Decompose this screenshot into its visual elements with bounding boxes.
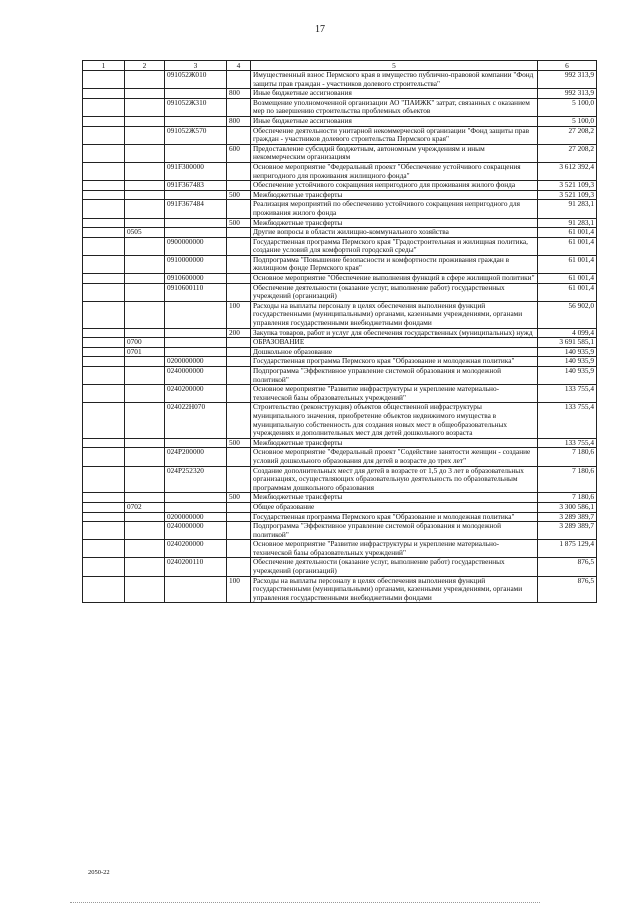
cell-amount: 3 289 389,7	[538, 522, 597, 540]
cell-expense-type: 500	[227, 438, 251, 448]
cell-column-1	[83, 522, 125, 540]
cell-column-1	[83, 71, 125, 89]
cell-amount: 7 180,6	[538, 448, 597, 466]
cell-column-1	[83, 126, 125, 144]
cell-item-name: Закупка товаров, работ и услуг для обеспечения государственных (муниципальных) нужд	[251, 328, 538, 338]
column-header: 5	[251, 61, 538, 71]
cell-target-article	[165, 228, 227, 238]
cell-column-1	[83, 228, 125, 238]
table-row	[83, 255, 597, 273]
cell-section-code	[125, 448, 165, 466]
cell-column-1	[83, 357, 125, 367]
cell-target-article	[165, 438, 227, 448]
cell-column-1	[83, 338, 125, 348]
cell-expense-type	[227, 466, 251, 493]
column-header: 3	[165, 61, 227, 71]
table-row	[83, 448, 597, 466]
cell-target-article	[165, 89, 227, 99]
cell-expense-type: 800	[227, 89, 251, 99]
cell-target-article: 024022Н070	[165, 403, 227, 438]
cell-section-code	[125, 367, 165, 385]
cell-expense-type	[227, 512, 251, 522]
cell-column-1	[83, 347, 125, 357]
table-row	[83, 558, 597, 576]
table-row	[83, 126, 597, 144]
cell-item-name: Подпрограмма "Эффективное управление системой образования и молодежной политикой"	[251, 367, 538, 385]
cell-section-code	[125, 181, 165, 191]
cell-section-code	[125, 89, 165, 99]
cell-target-article: 091F300000	[165, 162, 227, 180]
table-row	[83, 162, 597, 180]
cell-target-article: 0200000000	[165, 357, 227, 367]
table-row	[83, 200, 597, 218]
cell-expense-type	[227, 274, 251, 284]
table-row	[83, 347, 597, 357]
cell-section-code	[125, 162, 165, 180]
cell-item-name: Основное мероприятие "Обеспечение выполнения функций в сфере жилищной политики"	[251, 274, 538, 284]
table-row	[83, 493, 597, 503]
cell-item-name: Основное мероприятие "Федеральный проект "Обеспечение устойчивого сокращения непригодного для проживания жилищного фонда"	[251, 162, 538, 180]
cell-target-article: 0910000000	[165, 255, 227, 273]
cell-amount: 3 612 392,4	[538, 162, 597, 180]
cell-item-name: Основное мероприятие "Развитие инфраструктуры и укрепление материально-технической базы образовательных учреждений"	[251, 385, 538, 403]
cell-item-name: Обеспечение устойчивого сокращения непригодного для проживания жилого фонда	[251, 181, 538, 191]
cell-section-code	[125, 98, 165, 116]
cell-target-article	[165, 116, 227, 126]
cell-section-code	[125, 144, 165, 162]
cell-amount: 140 935,9	[538, 367, 597, 385]
cell-target-article: 024P252320	[165, 466, 227, 493]
cell-item-name: Государственная программа Пермского края "Образование и молодежная политика"	[251, 357, 538, 367]
cell-amount: 140 935,9	[538, 357, 597, 367]
table-row	[83, 403, 597, 438]
cell-amount: 992 313,9	[538, 71, 597, 89]
cell-expense-type: 500	[227, 218, 251, 228]
cell-section-code: 0505	[125, 228, 165, 238]
table-row	[83, 338, 597, 348]
cell-amount: 133 755,4	[538, 438, 597, 448]
cell-section-code	[125, 328, 165, 338]
cell-item-name: Предоставление субсидий бюджетным, автономным учреждениям и иным некоммерческим организациям	[251, 144, 538, 162]
cell-item-name: Подпрограмма "Эффективное управление системой образования и молодежной политикой"	[251, 522, 538, 540]
cell-amount: 61 001,4	[538, 283, 597, 301]
cell-item-name: Обеспечение деятельности унитарной некоммерческой организации "Фонд защиты прав граждан - участников долевого строительства Пермского края"	[251, 126, 538, 144]
cell-item-name: Обеспечение деятельности (оказание услуг, выполнение работ) государственных учреждений (организаций)	[251, 283, 538, 301]
cell-item-name: ОБРАЗОВАНИЕ	[251, 338, 538, 348]
cell-target-article: 0200000000	[165, 512, 227, 522]
cell-item-name: Иные бюджетные ассигнования	[251, 89, 538, 99]
cell-target-article: 091F367484	[165, 200, 227, 218]
column-header: 4	[227, 61, 251, 71]
cell-amount: 7 180,6	[538, 466, 597, 493]
cell-item-name: Подпрограмма "Повышение безопасности и комфортности проживания граждан в жилищном фонде Пермского края"	[251, 255, 538, 273]
cell-amount: 3 691 585,1	[538, 338, 597, 348]
cell-expense-type	[227, 403, 251, 438]
cell-target-article: 0240000000	[165, 522, 227, 540]
cell-section-code	[125, 71, 165, 89]
cell-item-name: Возмещение уполномоченной организации АО "ПАИЖК" затрат, связанных с оказанием мер по завершению строительства проблемных объектов	[251, 98, 538, 116]
cell-amount: 4 099,4	[538, 328, 597, 338]
cell-section-code	[125, 218, 165, 228]
cell-amount: 5 100,0	[538, 98, 597, 116]
cell-item-name: Имущественный взнос Пермского края в имущество публично-правовой компании "Фонд защиты прав граждан - участников долевого строительства"	[251, 71, 538, 89]
cell-item-name: Межбюджетные трансферты	[251, 438, 538, 448]
cell-target-article: 0240200000	[165, 540, 227, 558]
page-edge-divider	[70, 902, 540, 903]
cell-section-code	[125, 493, 165, 503]
table-row	[83, 274, 597, 284]
cell-expense-type	[227, 367, 251, 385]
cell-expense-type	[227, 126, 251, 144]
cell-section-code	[125, 116, 165, 126]
cell-expense-type	[227, 558, 251, 576]
cell-item-name: Межбюджетные трансферты	[251, 218, 538, 228]
cell-item-name: Реализация мероприятий по обеспечению устойчивого сокращения непригодного для проживания жилого фонда	[251, 200, 538, 218]
cell-amount: 992 313,9	[538, 89, 597, 99]
cell-amount: 3 289 389,7	[538, 512, 597, 522]
table-row	[83, 237, 597, 255]
cell-column-1	[83, 255, 125, 273]
cell-target-article: 0900000000	[165, 237, 227, 255]
cell-amount: 7 180,6	[538, 493, 597, 503]
cell-expense-type	[227, 181, 251, 191]
cell-expense-type	[227, 255, 251, 273]
cell-item-name: Общее образование	[251, 502, 538, 512]
cell-target-article: 091F367483	[165, 181, 227, 191]
cell-expense-type	[227, 338, 251, 348]
cell-column-1	[83, 502, 125, 512]
cell-item-name: Обеспечение деятельности (оказание услуг, выполнение работ) государственных учреждений (организаций)	[251, 558, 538, 576]
cell-amount: 3 521 109,3	[538, 190, 597, 200]
cell-column-1	[83, 466, 125, 493]
cell-section-code	[125, 522, 165, 540]
cell-target-article: 0910600000	[165, 274, 227, 284]
cell-column-1	[83, 274, 125, 284]
cell-column-1	[83, 301, 125, 328]
cell-target-article	[165, 493, 227, 503]
cell-amount: 91 283,1	[538, 218, 597, 228]
cell-amount: 3 300 586,1	[538, 502, 597, 512]
cell-section-code	[125, 403, 165, 438]
table-body	[83, 71, 597, 603]
cell-target-article	[165, 218, 227, 228]
cell-section-code	[125, 274, 165, 284]
cell-expense-type	[227, 448, 251, 466]
table-row	[83, 71, 597, 89]
column-header: 6	[538, 61, 597, 71]
cell-amount: 5 100,0	[538, 116, 597, 126]
cell-column-1	[83, 493, 125, 503]
cell-column-1	[83, 540, 125, 558]
cell-target-article: 0240200000	[165, 385, 227, 403]
table-row	[83, 190, 597, 200]
table-row	[83, 540, 597, 558]
cell-column-1	[83, 116, 125, 126]
cell-column-1	[83, 162, 125, 180]
cell-amount: 876,5	[538, 576, 597, 603]
table-header-row	[83, 61, 597, 71]
cell-section-code	[125, 200, 165, 218]
table-row	[83, 328, 597, 338]
cell-expense-type	[227, 522, 251, 540]
cell-item-name: Расходы на выплаты персоналу в целях обеспечения выполнения функций государственными (муниципальными) органами, казенными учреждениями, органами управления государственными внебюджетными фондами	[251, 301, 538, 328]
table-row	[83, 218, 597, 228]
table-row	[83, 522, 597, 540]
cell-amount: 56 902,0	[538, 301, 597, 328]
cell-target-article	[165, 502, 227, 512]
cell-amount: 133 755,4	[538, 385, 597, 403]
cell-expense-type: 100	[227, 301, 251, 328]
cell-section-code	[125, 540, 165, 558]
cell-item-name: Расходы на выплаты персоналу в целях обеспечения выполнения функций государственными (муниципальными) органами, казенными учреждениями, органами управления государственными внебюджетными фондами	[251, 576, 538, 603]
cell-target-article	[165, 301, 227, 328]
cell-section-code	[125, 438, 165, 448]
column-header: 2	[125, 61, 165, 71]
cell-item-name: Создание дополнительных мест для детей в возрасте от 1,5 до 3 лет в образовательных организациях, осуществляющих образовательную деятельность по образовательным программам дошкольного образования	[251, 466, 538, 493]
table-row	[83, 283, 597, 301]
cell-target-article: 0910600110	[165, 283, 227, 301]
cell-column-1	[83, 385, 125, 403]
cell-amount: 3 521 109,3	[538, 181, 597, 191]
cell-amount: 27 208,2	[538, 144, 597, 162]
cell-section-code	[125, 190, 165, 200]
cell-expense-type: 500	[227, 190, 251, 200]
cell-column-1	[83, 283, 125, 301]
cell-item-name: Строительство (реконструкция) объектов общественной инфраструктуры муниципального значения, приобретение объектов недвижимого имущества в муниципальную собственность для создания новых мест в общеобразовательных учреждениях и дополнительных мест для детей дошкольного возраста	[251, 403, 538, 438]
table-row	[83, 144, 597, 162]
cell-expense-type	[227, 162, 251, 180]
cell-column-1	[83, 190, 125, 200]
cell-amount: 61 001,4	[538, 237, 597, 255]
cell-expense-type	[227, 228, 251, 238]
cell-amount: 61 001,4	[538, 255, 597, 273]
cell-item-name: Дошкольное образование	[251, 347, 538, 357]
cell-section-code	[125, 512, 165, 522]
table-row	[83, 301, 597, 328]
cell-item-name: Государственная программа Пермского края "Образование и молодежная политика"	[251, 512, 538, 522]
cell-item-name: Основное мероприятие "Федеральный проект "Содействие занятости женщин - создание условий дошкольного образования для детей в возрасте до трех лет"	[251, 448, 538, 466]
cell-column-1	[83, 328, 125, 338]
cell-expense-type: 600	[227, 144, 251, 162]
cell-target-article: 091052Ж310	[165, 98, 227, 116]
cell-section-code: 0701	[125, 347, 165, 357]
cell-target-article	[165, 576, 227, 603]
table-row	[83, 502, 597, 512]
cell-section-code: 0702	[125, 502, 165, 512]
cell-section-code	[125, 576, 165, 603]
cell-section-code	[125, 126, 165, 144]
cell-target-article: 0240200110	[165, 558, 227, 576]
cell-column-1	[83, 218, 125, 228]
cell-column-1	[83, 558, 125, 576]
cell-expense-type	[227, 200, 251, 218]
cell-column-1	[83, 448, 125, 466]
cell-column-1	[83, 200, 125, 218]
cell-amount: 61 001,4	[538, 274, 597, 284]
cell-target-article	[165, 328, 227, 338]
table-row	[83, 89, 597, 99]
cell-target-article: 091052Ж010	[165, 71, 227, 89]
cell-column-1	[83, 512, 125, 522]
cell-target-article	[165, 338, 227, 348]
cell-column-1	[83, 89, 125, 99]
cell-amount: 91 283,1	[538, 200, 597, 218]
cell-expense-type	[227, 71, 251, 89]
page-number: 17	[315, 24, 325, 35]
cell-target-article	[165, 144, 227, 162]
cell-column-1	[83, 181, 125, 191]
cell-expense-type: 500	[227, 493, 251, 503]
cell-column-1	[83, 237, 125, 255]
cell-expense-type: 100	[227, 576, 251, 603]
cell-amount: 27 208,2	[538, 126, 597, 144]
cell-expense-type	[227, 347, 251, 357]
cell-section-code	[125, 301, 165, 328]
table-row	[83, 385, 597, 403]
cell-item-name: Другие вопросы в области жилищно-коммунального хозяйства	[251, 228, 538, 238]
cell-section-code	[125, 237, 165, 255]
cell-section-code	[125, 283, 165, 301]
cell-target-article	[165, 190, 227, 200]
cell-expense-type	[227, 385, 251, 403]
cell-expense-type	[227, 98, 251, 116]
cell-item-name: Межбюджетные трансферты	[251, 190, 538, 200]
cell-expense-type	[227, 283, 251, 301]
cell-expense-type	[227, 540, 251, 558]
column-header: 1	[83, 61, 125, 71]
table-row	[83, 576, 597, 603]
cell-amount: 133 755,4	[538, 403, 597, 438]
cell-section-code	[125, 385, 165, 403]
cell-column-1	[83, 367, 125, 385]
cell-expense-type	[227, 502, 251, 512]
budget-table	[82, 60, 597, 603]
cell-target-article	[165, 347, 227, 357]
cell-expense-type: 200	[227, 328, 251, 338]
document-code: 2050-22	[88, 869, 110, 876]
cell-section-code	[125, 466, 165, 493]
cell-item-name: Государственная программа Пермского края "Градостроительная и жилищная политика, создание условий для комфортной городской среды"	[251, 237, 538, 255]
table-row	[83, 466, 597, 493]
cell-section-code	[125, 357, 165, 367]
table-row	[83, 357, 597, 367]
cell-column-1	[83, 144, 125, 162]
cell-target-article: 024P200000	[165, 448, 227, 466]
cell-item-name: Иные бюджетные ассигнования	[251, 116, 538, 126]
table-row	[83, 438, 597, 448]
table-row	[83, 116, 597, 126]
cell-item-name: Основное мероприятие "Развитие инфраструктуры и укрепление материально-технической базы образовательных учреждений"	[251, 540, 538, 558]
cell-expense-type	[227, 357, 251, 367]
table-row	[83, 98, 597, 116]
cell-target-article: 091052Ж570	[165, 126, 227, 144]
cell-expense-type	[227, 237, 251, 255]
cell-section-code	[125, 255, 165, 273]
table-row	[83, 228, 597, 238]
cell-amount: 140 935,9	[538, 347, 597, 357]
cell-column-1	[83, 403, 125, 438]
cell-section-code: 0700	[125, 338, 165, 348]
cell-amount: 1 875 129,4	[538, 540, 597, 558]
cell-amount: 876,5	[538, 558, 597, 576]
table-row	[83, 367, 597, 385]
cell-section-code	[125, 558, 165, 576]
cell-column-1	[83, 98, 125, 116]
cell-expense-type: 800	[227, 116, 251, 126]
table-row	[83, 512, 597, 522]
cell-target-article: 0240000000	[165, 367, 227, 385]
cell-column-1	[83, 576, 125, 603]
table-row	[83, 181, 597, 191]
cell-amount: 61 001,4	[538, 228, 597, 238]
cell-item-name: Межбюджетные трансферты	[251, 493, 538, 503]
cell-column-1	[83, 438, 125, 448]
